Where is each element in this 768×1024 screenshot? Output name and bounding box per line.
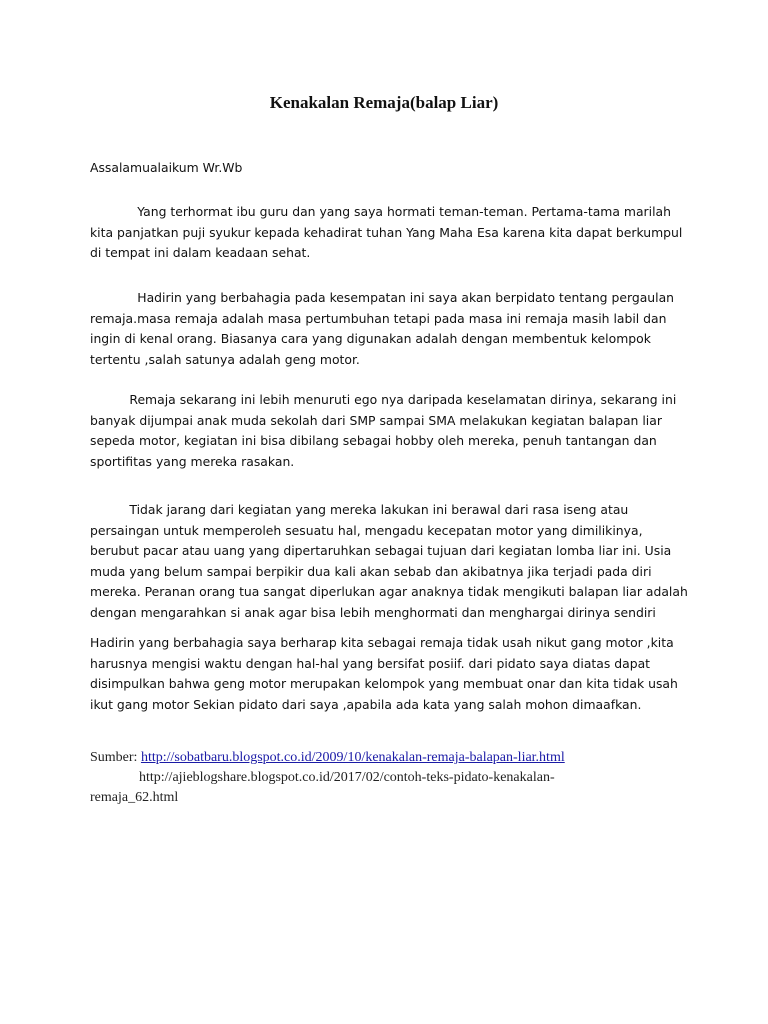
paragraph-line: ingin di kenal orang. Biasanya cara yang digunakan adalah dengan membentuk kelompok xyxy=(90,331,651,346)
source-label: Sumber: xyxy=(90,750,141,765)
paragraph-line: persaingan untuk memperoleh sesuatu hal, mengadu kecepatan motor yang dimilikinya, xyxy=(90,522,643,538)
paragraph-opening xyxy=(90,202,690,264)
paragraph-line: kita panjatkan puji syukur kepada kehadirat tuhan Yang Maha Esa karena kita dapat berkumpul xyxy=(90,224,683,240)
paragraph-closing xyxy=(90,633,690,715)
source-link-ajieblogshare: http://ajieblogshare.blogspot.co.id/2017/02/contoh-teks-pidato-kenakalan- xyxy=(90,770,555,785)
paragraph-line: dengan mengarahkan si anak agar bisa lebih menghormati dan menghargai dirinya sendiri xyxy=(90,604,656,620)
greeting xyxy=(90,158,690,179)
document-title: Kenakalan Remaja(balap Liar) xyxy=(269,93,499,112)
paragraph-line: Tidak jarang dari kegiatan yang mereka lakukan ini berawal dari rasa iseng atau xyxy=(90,502,629,517)
paragraph-line: Hadirin yang berbahagia saya berharap kita sebagai remaja tidak usah nikut gang motor ,kita xyxy=(90,635,674,650)
paragraph-line: berubut pacar atau uang yang dipertaruhkan sebagai tujuan dari kegiatan lomba liar ini. Usia xyxy=(90,543,672,558)
paragraph-line: Hadirin yang berbahagia pada kesempatan ini saya akan berpidato tentang pergaulan xyxy=(90,290,675,305)
greeting-text: Assalamualaikum Wr.Wb xyxy=(90,160,243,175)
source-link-sobatbaru[interactable]: http://sobatbaru.blogspot.co.id/2009/10/kenakalan-remaja-balapan-liar.html xyxy=(140,750,565,765)
paragraph-line: Yang terhormat ibu guru dan yang saya hormati teman-teman. Pertama-tama marilah xyxy=(90,204,671,219)
source-link-ajieblogshare-continued: remaja_62.html xyxy=(90,790,179,805)
paragraph-line: di tempat ini dalam keadaan sehat. xyxy=(90,245,311,260)
paragraph-line: sportifitas yang mereka rasakan. xyxy=(90,453,295,469)
paragraph-line: remaja.masa remaja adalah masa pertumbuhan tetapi pada masa ini remaja masih labil dan xyxy=(90,310,667,326)
paragraph-causes xyxy=(90,500,690,623)
paragraph-line: banyak dijumpai anak muda sekolah dari SMP sampai SMA melakukan kegiatan balapan liar xyxy=(90,412,662,428)
paragraph-line: mereka. Peranan orang tua sangat diperlukan agar anaknya tidak mengikuti balapan liar adalah xyxy=(90,584,688,599)
paragraph-line: Remaja sekarang ini lebih menuruti ego nya daripada keselamatan dirinya, sekarang ini xyxy=(90,392,677,407)
paragraph-line: tertentu ,salah satunya adalah geng motor. xyxy=(90,351,360,367)
paragraph-line: disimpulkan bahwa geng motor merupakan kelompok yang membuat onar dan kita tidak usah xyxy=(90,676,678,691)
paragraph-teens xyxy=(90,390,690,472)
paragraph-line: sepeda motor, kegiatan ini bisa dibilang sebagai hobby oleh mereka, penuh tantangan dan xyxy=(90,433,657,448)
paragraph-line: ikut gang motor Sekian pidato dari saya ,apabila ada kata yang salah mohon dimaafkan. xyxy=(90,696,642,712)
paragraph-line: harusnya mengisi waktu dengan hal-hal yang bersifat posiif. dari pidato saya diatas dapat xyxy=(90,655,651,671)
paragraph-line: muda yang belum sampai berpikir dua kali akan sebab dan akibatnya jika terjadi pada diri xyxy=(90,563,652,579)
source-references xyxy=(90,748,690,808)
paragraph-topic xyxy=(90,288,690,370)
